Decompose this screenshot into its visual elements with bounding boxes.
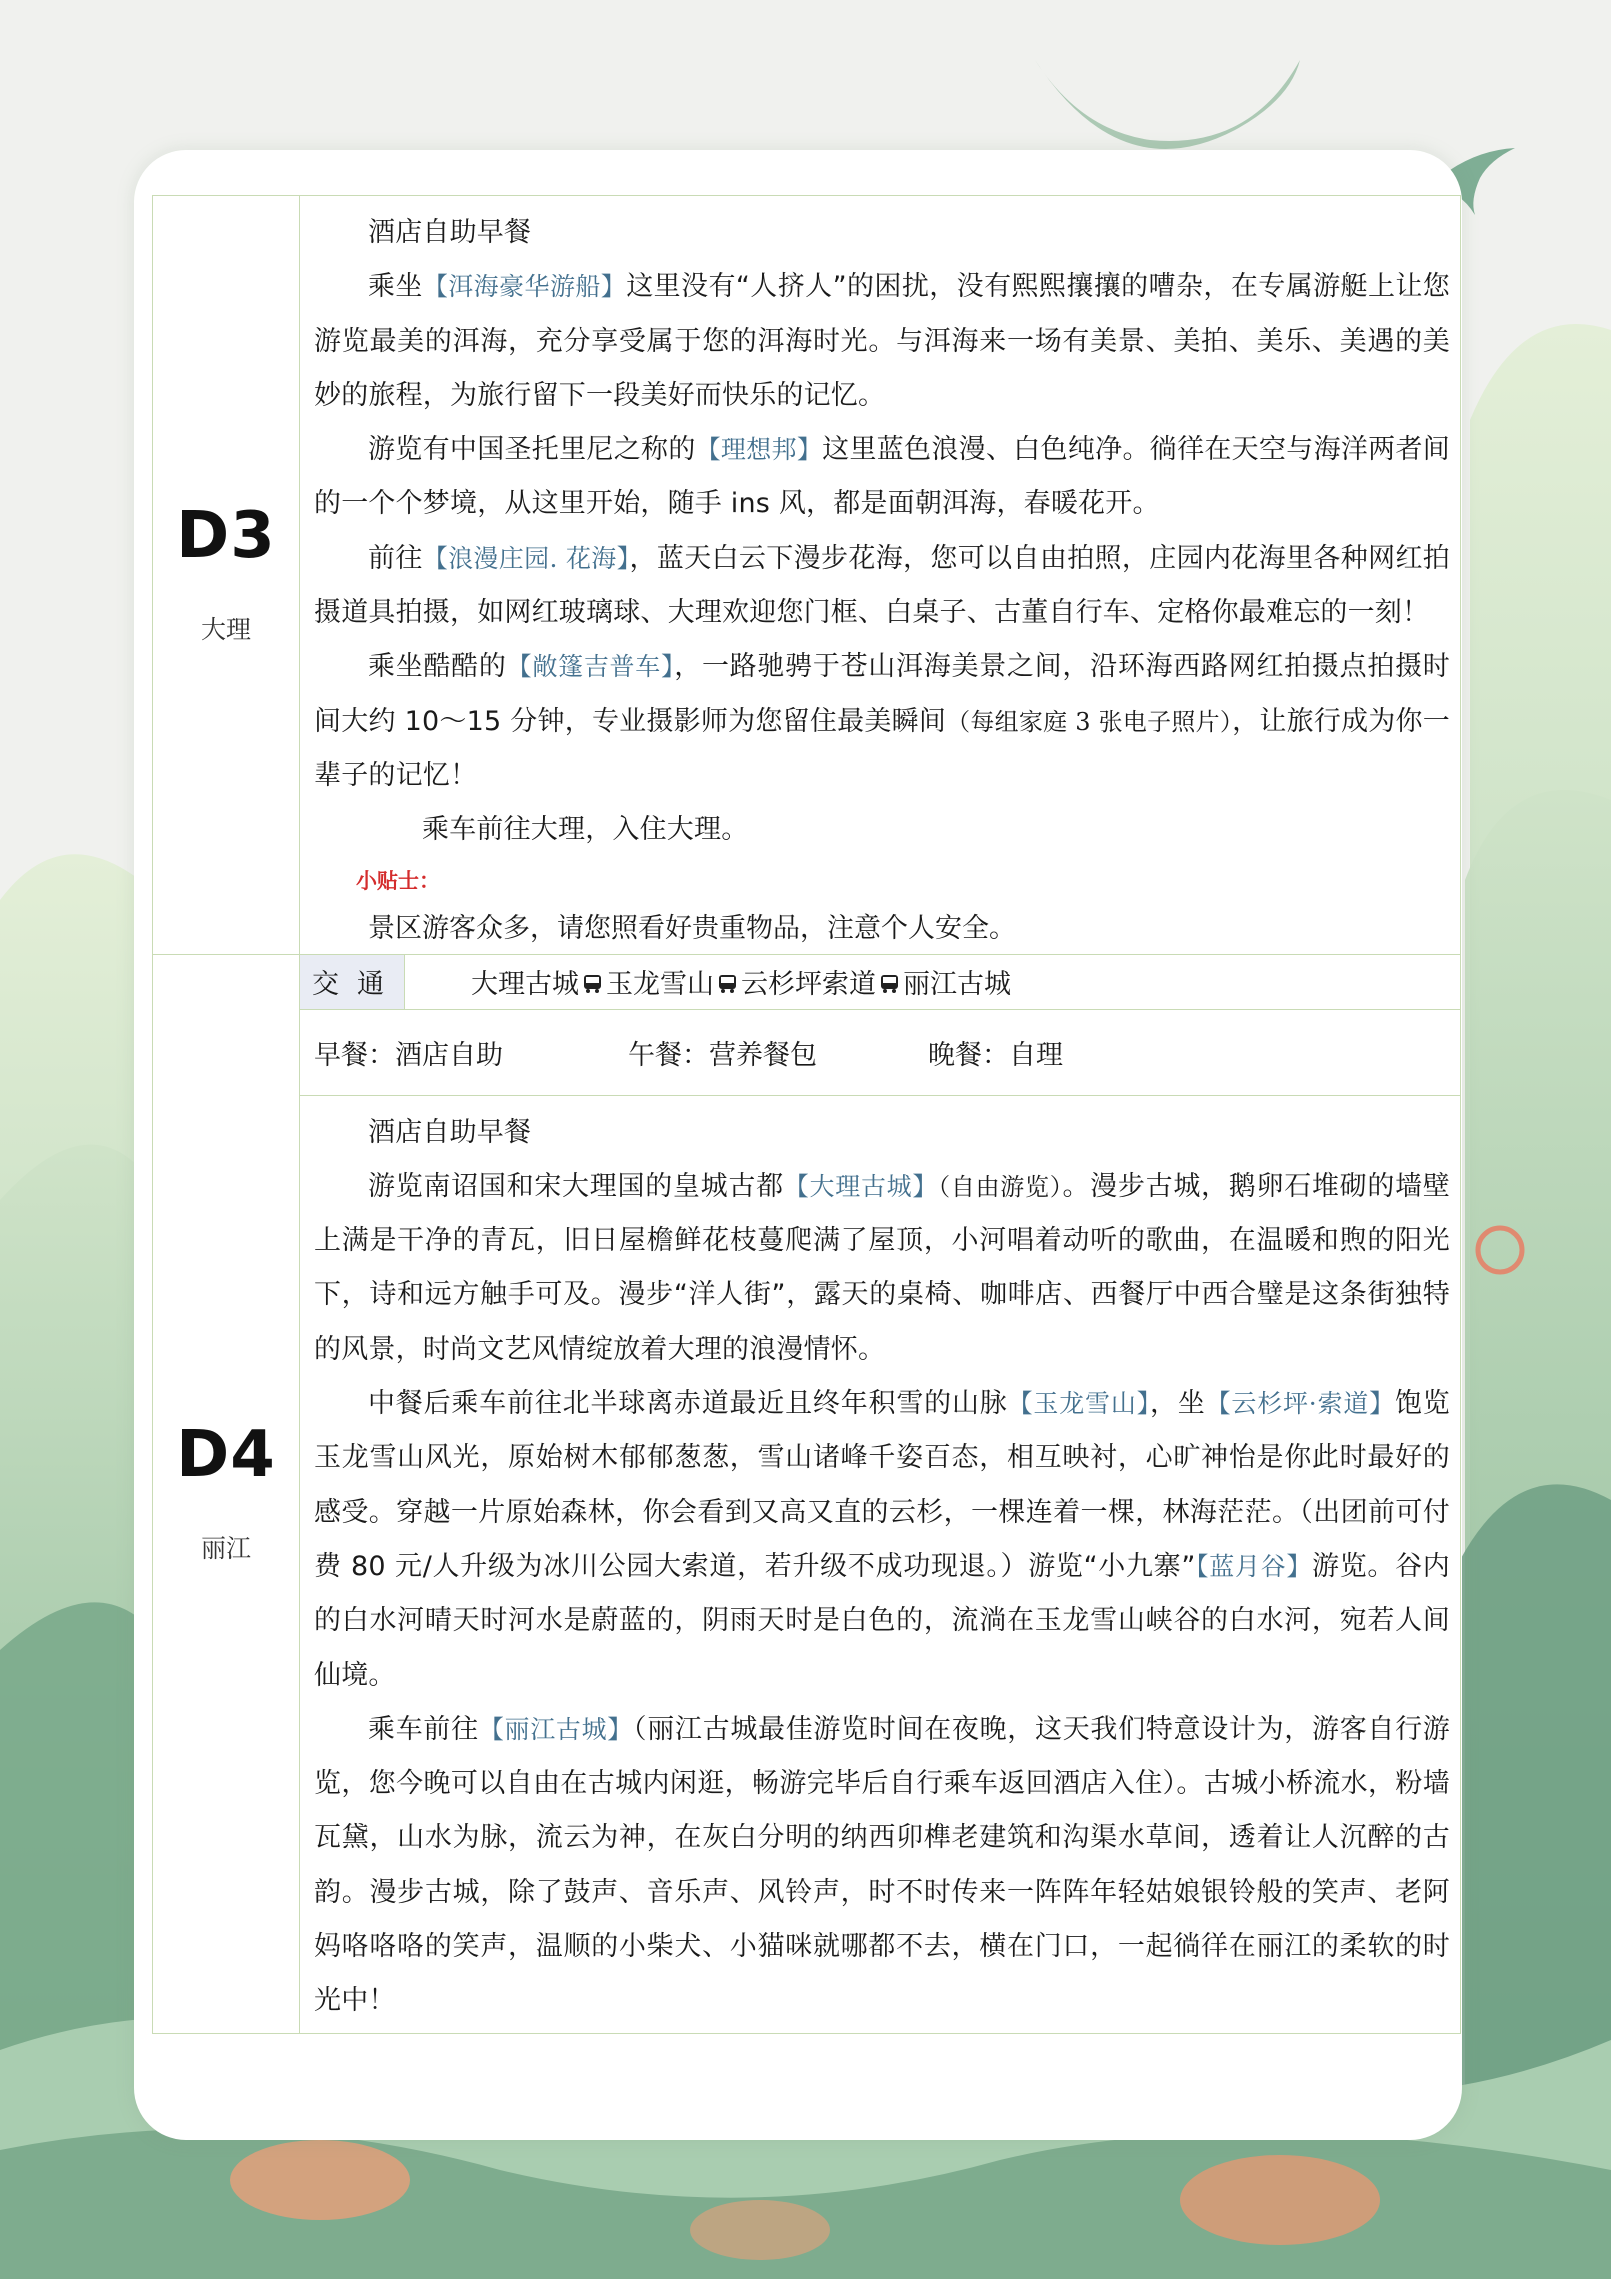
paragraph <box>314 1377 1450 1703</box>
paragraph-text: ，一路驰骋于苍山洱海美景之间，沿环海西路网红拍摄点拍摄时间大约 10～15 分钟，专业摄影师为您留住最美瞬间 <box>314 651 1450 737</box>
paragraph-text: 。漫步古城，鹅卵石堆砌的墙壁上满是干净的青瓦，旧日屋檐鲜花枝蔓爬满了屋顶，小河唱着动听的歌曲，在温暖和煦的阳光下，诗和远方触手可及。漫步“洋人街”，露天的桌椅、咖啡店、西餐厅中西合璧是这条街独特的风景，时尚文艺风情绽放着大理的浪漫情怀。 <box>314 1170 1451 1365</box>
paragraph <box>314 803 1450 857</box>
highlighted-attraction: 【蓝月谷】 <box>1195 1551 1313 1581</box>
transport-route <box>405 955 1011 1009</box>
meal-breakfast: 早餐：酒店自助 <box>314 1039 503 1071</box>
paragraph <box>314 260 1450 423</box>
day-city: 丽江 <box>200 1533 251 1563</box>
tip-label: 小贴士： <box>356 867 440 893</box>
paragraph-text: 酒店自助早餐 <box>368 1116 532 1148</box>
meals-cell <box>300 1009 1461 1095</box>
highlighted-attraction: 【云杉坪·索道】 <box>1205 1389 1395 1419</box>
route-stop: 丽江古城 <box>903 969 1011 1001</box>
paragraph-text: ，蓝天白云下漫步花海，您可以自由拍照，庄园内花海里各种网红拍摄道具拍摄，如网红玻璃球、大理欢迎您门框、白桌子、古董自行车、定格你最难忘的一刻！ <box>314 542 1451 629</box>
route-stop: 云杉坪索道 <box>741 969 876 1001</box>
paragraph <box>314 1703 1450 2029</box>
paragraph <box>314 640 1450 803</box>
meals-row <box>153 1009 1461 1095</box>
day-code: D3 <box>176 498 276 573</box>
highlighted-attraction: 【敞篷吉普车】 <box>506 652 675 682</box>
highlighted-attraction: 【丽江古城】 <box>478 1714 634 1744</box>
paragraph-text: （丽江古城最佳游览时间在夜晚，这天我们特意设计为，游客自行游览，您今晚可以自由在古城内闲逛，畅游完毕后自行乘车返回酒店入住）。古城小桥流水，粉墙瓦黛，山水为脉，流云为神，在灰白分明的纳西卯榫老建筑和沟渠水草间，透着让人沉醉的古韵。漫步古城，除了鼓声、音乐声、风铃声，时不时传来一阵阵年轻姑娘银铃般的笑声、老阿妈咯咯咯的笑声，温顺的小柴犬、小猫咪就哪都不去，横在门口，一起徜徉在丽江的柔软的时光中！ <box>314 1713 1451 2017</box>
route-stop: 玉龙雪山 <box>606 969 714 1001</box>
paragraph <box>314 1106 1450 1160</box>
highlighted-attraction: 【洱海豪华游船】 <box>422 272 627 302</box>
itinerary-table <box>152 195 1461 2034</box>
note-text: （自由游览） <box>938 1172 1063 1201</box>
day-content-d4 <box>300 1095 1461 2033</box>
paragraph-text: ，坐 <box>1149 1388 1206 1420</box>
paragraph-text: 这里蓝色浪漫、白色纯净。徜徉在天空与海洋两者间的一个个梦境，从这里开始，随手 ins 风，都是面朝洱海，春暖花开。 <box>314 434 1450 520</box>
route-stop: 大理古城 <box>471 969 579 1001</box>
paragraph-text: 中餐后乘车前往北半球离赤道最近且终年积雪的山脉 <box>368 1388 1008 1420</box>
paragraph-text: 游览南诏国和宋大理国的皇城古都 <box>368 1170 784 1202</box>
meal-dinner: 晚餐：自理 <box>928 1039 1063 1071</box>
highlighted-attraction: 【玉龙雪山】 <box>1007 1389 1150 1419</box>
highlighted-attraction: 【浪漫庄园. 花海】 <box>422 543 630 573</box>
paragraph-text: 酒店自助早餐 <box>368 217 532 248</box>
day-cell-d4 <box>153 954 300 2033</box>
day-paragraphs <box>314 206 1450 858</box>
day-cell-d3 <box>153 196 300 955</box>
paragraph-text: 乘坐 <box>368 271 423 303</box>
day-row-d4 <box>153 1095 1461 2033</box>
paragraph-text: 饱览玉龙雪山风光，原始树木郁郁葱葱，雪山诸峰千姿百态，相互映衬，心旷神怡是你此时最好的感受。穿越一片原始森林，你会看到又高又直的云杉，一棵连着一棵，林海茫茫。（出团前可付费 80 元/人升级为冰川公园大索道，若升级不成功现退。）游览“小九寨” <box>314 1388 1451 1582</box>
transport-cell <box>300 954 1461 1009</box>
paragraph-text: 乘车前往大理，入住大理。 <box>422 814 749 846</box>
paragraph <box>314 532 1450 641</box>
day-row-d3 <box>153 196 1461 955</box>
day-city: 大理 <box>200 614 251 644</box>
day-code: D4 <box>176 1417 276 1492</box>
tip-text: 景区游客众多，请您照看好贵重物品，注意个人安全。 <box>368 912 1016 944</box>
day-content-d3 <box>300 196 1461 955</box>
paragraph-text: 前往 <box>368 542 423 574</box>
note-text: （每组家庭 3 张电子照片） <box>946 707 1233 736</box>
paragraph-text: 游览有中国圣托里尼之称的 <box>368 434 696 466</box>
meal-lunch: 午餐：营养餐包 <box>628 1039 817 1071</box>
transport-row <box>153 954 1461 1009</box>
day-paragraphs <box>314 1106 1450 2029</box>
paragraph <box>314 206 1450 260</box>
highlighted-attraction: 【大理古城】 <box>783 1171 939 1201</box>
paragraph-text: 乘坐酷酷的 <box>368 651 507 683</box>
paragraph-text: ，让旅行成为你一辈子的记忆！ <box>314 705 1451 791</box>
paragraph-text: 游览。谷内的白水河晴天时河水是蔚蓝的，阴雨天时是白色的，流淌在玉龙雪山峡谷的白水河，宛若人间仙境。 <box>314 1550 1451 1691</box>
paragraph <box>314 1160 1450 1377</box>
paragraph-text: 乘车前往 <box>368 1713 479 1745</box>
transport-label: 交通 <box>300 955 405 1009</box>
highlighted-attraction: 【理想邦】 <box>695 435 823 465</box>
bus-icon <box>880 974 899 994</box>
paragraph-text: 这里没有“人挤人”的困扰，没有熙熙攘攘的嘈杂，在专属游艇上让您游览最美的洱海，充分享受属于您的洱海时光。与洱海来一场有美景、美拍、美乐、美遇的美妙的旅程，为旅行留下一段美好而快乐的记忆。 <box>314 271 1450 411</box>
paragraph <box>314 423 1450 532</box>
bus-icon <box>718 974 737 994</box>
bus-icon <box>583 974 602 994</box>
